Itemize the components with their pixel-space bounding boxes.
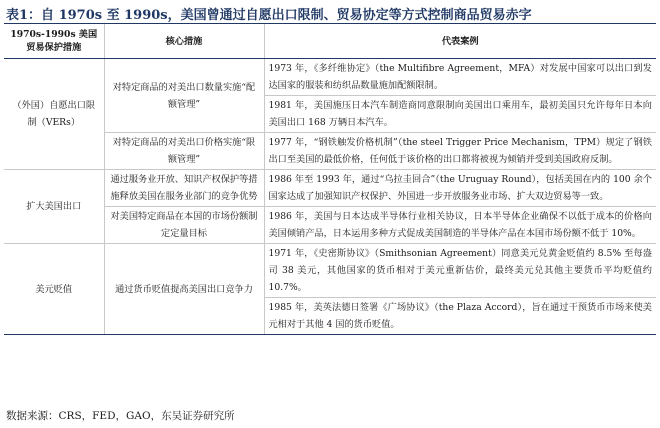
measure-cell: （外国）自愿出口限制（VERs） xyxy=(4,59,104,170)
example-cell: 1985 年，美英法德日签署《广场协议》（the Plaza Accord），旨在通过干预货币市场来使美元相对于其他 4 国的货币贬值。 xyxy=(264,298,656,335)
trade-protection-table xyxy=(4,24,656,335)
header-measure: 1970s-1990s 美国贸易保护措施 xyxy=(4,24,104,59)
table-row xyxy=(4,170,656,207)
example-cell: 1977 年，“钢铁触发价格机制”（the steel Trigger Price Mechanism，TPM）规定了钢铁出口至美国的最低价格，任何低于该价格的出口都将被视为倾销并受到美国政府反制。 xyxy=(264,133,656,170)
table-title: 表1：自 1970s 至 1990s，美国曾通过自愿出口限制、贸易协定等方式控制商品贸易赤字 xyxy=(6,8,532,23)
core-measure-cell: 通过货币贬值提高美国出口竞争力 xyxy=(104,244,264,335)
core-measure-cell: 对美国特定商品在本国的市场份额制定定量目标 xyxy=(104,207,264,244)
example-cell: 1986 年，美国与日本达成半导体行业相关协议，日本半导体企业确保不以低于成本的价格向美国倾销产品，日本运用多种方式促成美国制造的半导体产品在本国市场份额不低于 10%。 xyxy=(264,207,656,244)
table-row xyxy=(4,59,656,96)
table-row xyxy=(4,244,656,298)
example-cell: 1986 年至 1993 年，通过“乌拉圭回合”（the Uruguay Round），包括美国在内的 100 余个国家达成了加强知识产权保护、外国进一步开放服务业市场、扩大双边贸易等一致。 xyxy=(264,170,656,207)
core-measure-cell: 通过服务业开放、知识产权保护等措施释放美国在服务业部门的竞争优势 xyxy=(104,170,264,207)
example-cell: 1973 年，《多纤维协定》（the Multifibre Agreement，MFA）对发展中国家可以出口到发达国家的服装和纺织品数量施加配额限制。 xyxy=(264,59,656,96)
header-example: 代表案例 xyxy=(264,24,656,59)
source-note: 数据来源：CRS，FED，GAO，东吴证券研究所 xyxy=(6,410,235,422)
header-core: 核心措施 xyxy=(104,24,264,59)
example-cell: 1981 年，美国施压日本汽车制造商同意限制向美国出口乘用车，最初美国只允许每年日本向美国出口 168 万辆日本汽车。 xyxy=(264,96,656,133)
example-cell: 1971 年，《史密斯协议》（Smithsonian Agreement）同意美元兑黄金贬值约 8.5% 至每盎司 38 美元，其他国家的货币相对于美元重新估价，最终美元兑其他主要货币平均贬值约 10.7%。 xyxy=(264,244,656,298)
measure-cell: 扩大美国出口 xyxy=(4,170,104,244)
core-measure-cell: 对特定商品的对美出口价格实施“限额管理” xyxy=(104,133,264,170)
table-header-row xyxy=(4,24,656,59)
measure-cell: 美元贬值 xyxy=(4,244,104,335)
core-measure-cell: 对特定商品的对美出口数量实施“配额管理” xyxy=(104,59,264,133)
